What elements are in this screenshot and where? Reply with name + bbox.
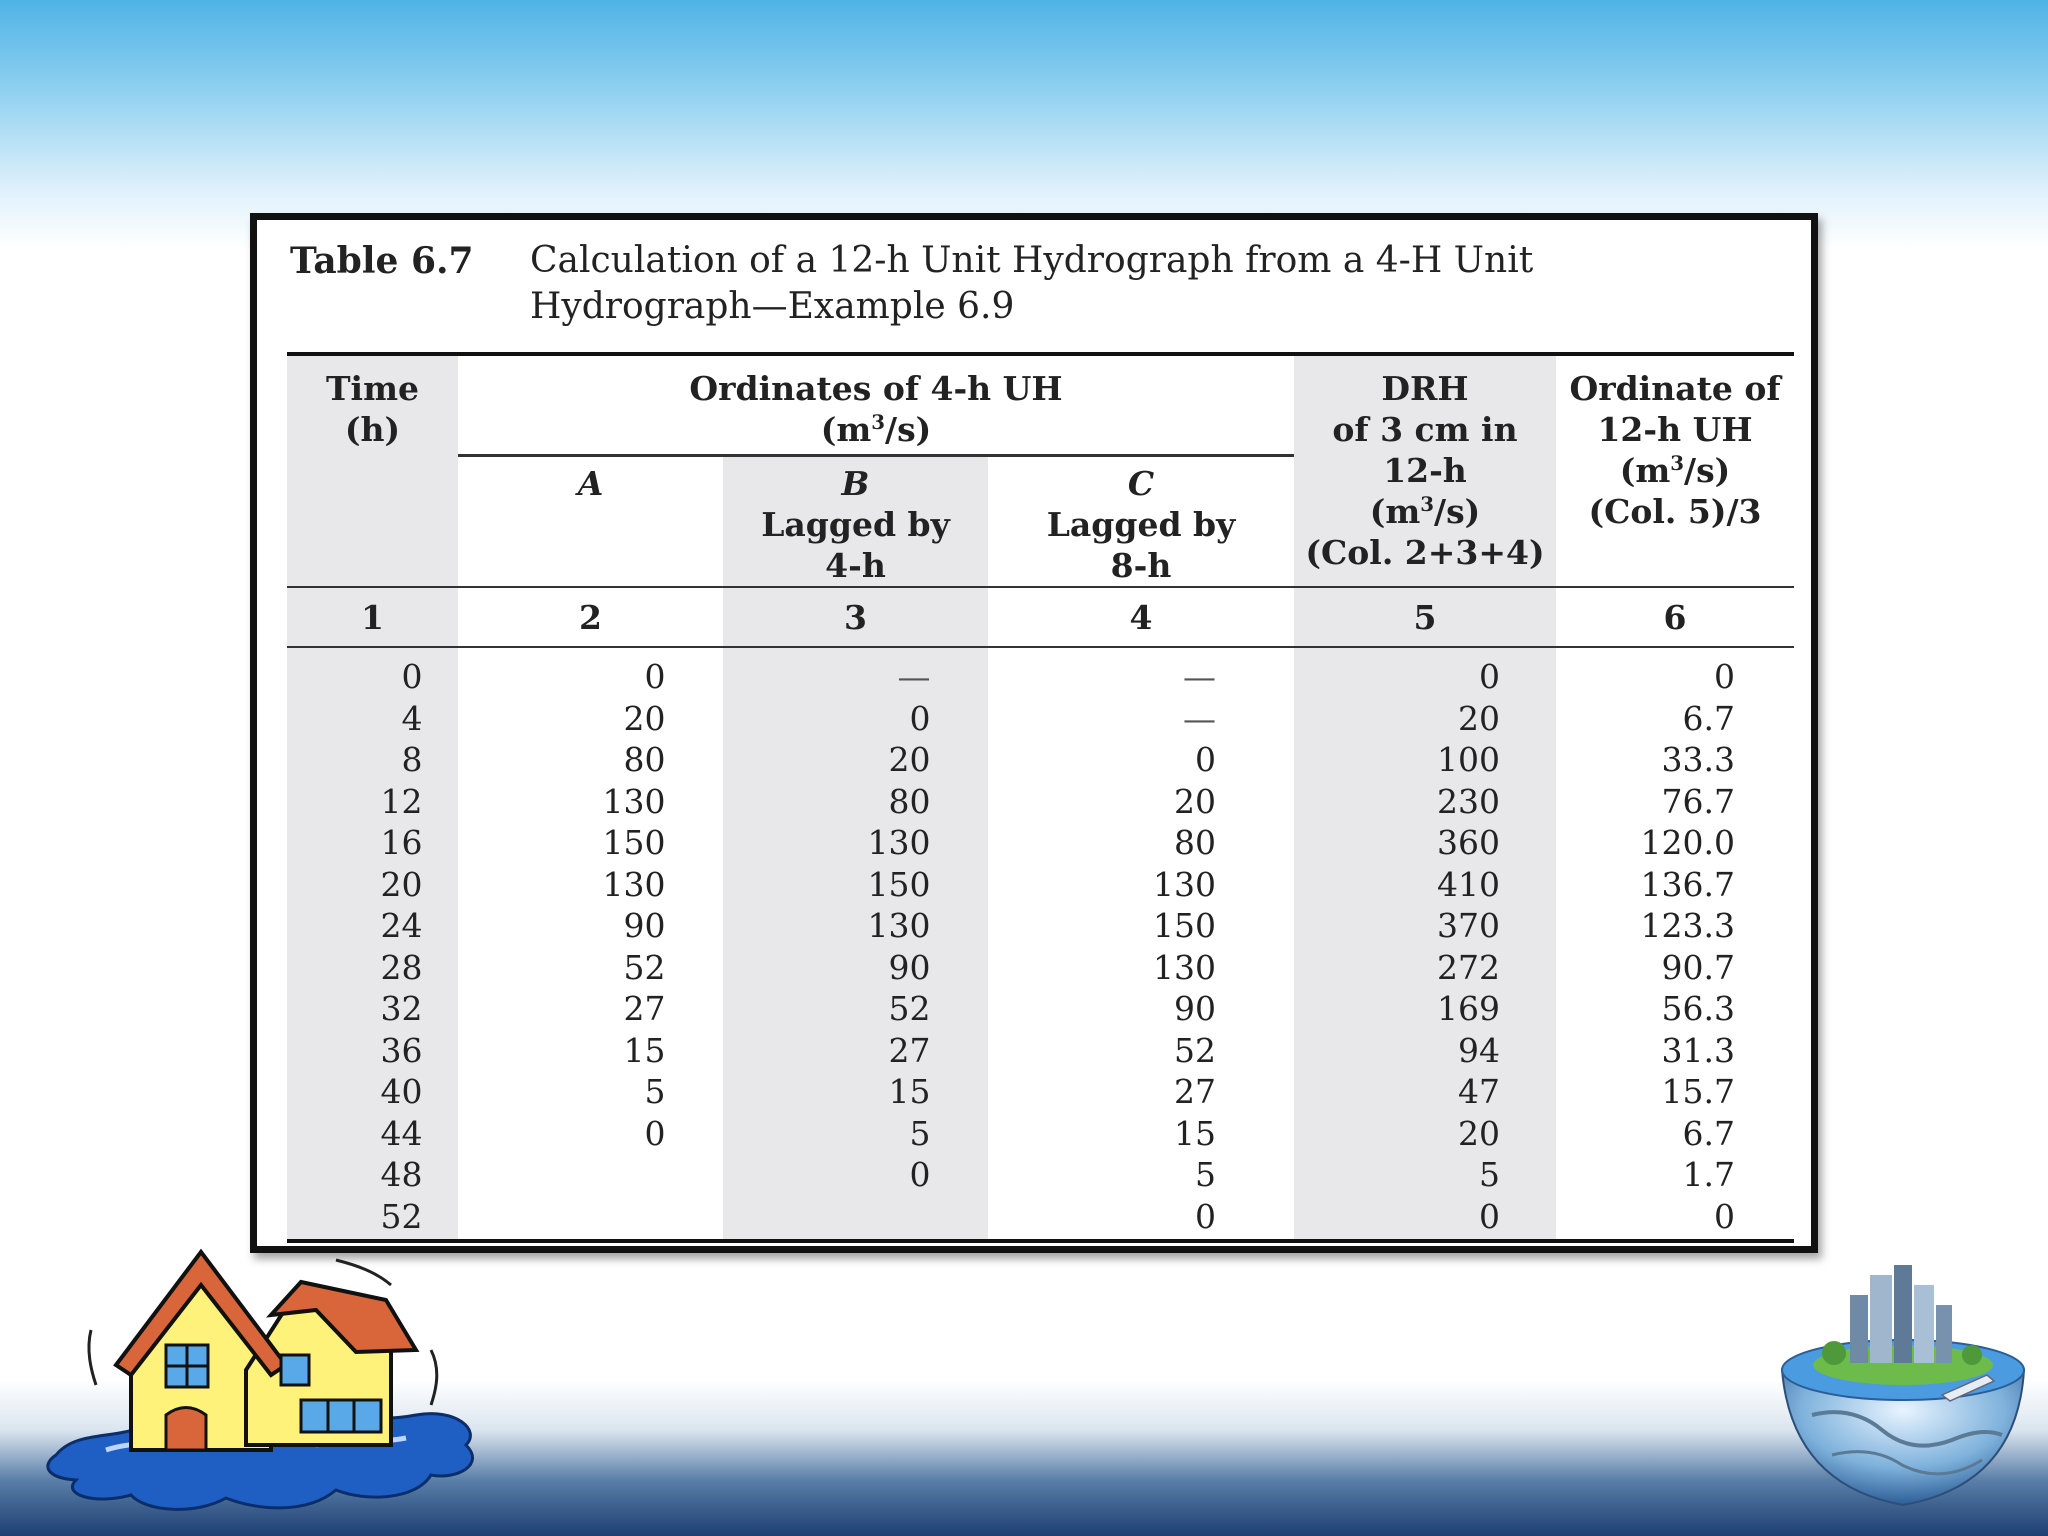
header-ordinate-12h — [1556, 356, 1794, 587]
header-drh-line-3: 12-h — [1383, 451, 1467, 490]
table-cell-c — [988, 1154, 1294, 1196]
table-cell-c — [988, 864, 1294, 906]
table-cell-uh12 — [1556, 1113, 1794, 1155]
table-cell-b — [723, 1154, 988, 1196]
header-time — [287, 356, 458, 587]
table-cell-b — [723, 1113, 988, 1155]
table-cell-uh12 — [1556, 822, 1794, 864]
table-cell-value: 90 — [888, 947, 931, 987]
table-cell-value: 370 — [1437, 906, 1500, 946]
table-cell-b — [723, 1030, 988, 1072]
table-cell-b — [723, 1196, 988, 1242]
table-cell-value: 5 — [909, 1113, 931, 1153]
table-cell-value: 20 — [380, 864, 423, 904]
table-title-line-1: Calculation of a 12-h Unit Hydrograph from a 4-H Unit — [530, 240, 1534, 281]
table-cell-value: 90.7 — [1661, 947, 1735, 987]
table-cell-value: 6.7 — [1682, 698, 1735, 738]
table-cell-a — [458, 698, 723, 740]
table-cell-value: 52 — [380, 1196, 423, 1236]
table-cell-b — [723, 822, 988, 864]
table-cell-c — [988, 1113, 1294, 1155]
table-row — [287, 781, 1794, 823]
header-time-line-2: (h) — [344, 410, 401, 449]
table-cell-a — [458, 864, 723, 906]
header-ord-line-4: (Col. 5)/3 — [1588, 492, 1762, 531]
table-cell-drh — [1294, 988, 1556, 1030]
table-cell-value: 0 — [401, 657, 423, 697]
table-cell-a — [458, 1030, 723, 1072]
column-number-4: 4 — [988, 587, 1294, 647]
table-cell-value: 47 — [1458, 1072, 1500, 1112]
table-cell-value: 40 — [380, 1072, 423, 1112]
table-cell-time — [287, 947, 458, 989]
table-cell-time — [287, 822, 458, 864]
table-title — [530, 238, 1740, 330]
header-drh-line-1: DRH — [1381, 369, 1469, 408]
table-cell-time — [287, 781, 458, 823]
table-cell-c — [988, 1030, 1294, 1072]
table-title-line-2: Hydrograph—Example 6.9 — [530, 286, 1015, 327]
header-c-label: C — [1127, 464, 1155, 503]
table-cell-b — [723, 947, 988, 989]
header-drh-line-4: $(m^3/s)$ — [1369, 492, 1481, 531]
table-cell-c — [988, 698, 1294, 740]
table-row — [287, 1030, 1794, 1072]
table-cell-drh — [1294, 822, 1556, 864]
column-number-row — [287, 587, 1794, 647]
table-cell-b — [723, 647, 988, 698]
header-c — [988, 456, 1294, 588]
table-cell-value: 0 — [1195, 1196, 1216, 1236]
header-c-line-2: Lagged by — [1046, 505, 1236, 544]
table-row — [287, 698, 1794, 740]
table-cell-c — [988, 822, 1294, 864]
table-cell-value: 150 — [867, 864, 931, 904]
table-cell-c — [988, 947, 1294, 989]
table-row — [287, 947, 1794, 989]
table-cell-a — [458, 781, 723, 823]
table-cell-a — [458, 947, 723, 989]
column-number-3: 3 — [723, 587, 988, 647]
table-cell-drh — [1294, 1071, 1556, 1113]
header-drh-line-5: (Col. 2+3+4) — [1305, 533, 1545, 572]
table-cell-value: 90 — [1174, 989, 1216, 1029]
header-time-line-1: Time — [325, 369, 419, 408]
table-cell-a — [458, 1196, 723, 1242]
table-cell-value: — — [897, 657, 931, 697]
table-cell-a — [458, 647, 723, 698]
table-row — [287, 905, 1794, 947]
table-cell-c — [988, 905, 1294, 947]
table-row — [287, 647, 1794, 698]
table-caption — [290, 238, 1740, 330]
table-row — [287, 864, 1794, 906]
table-cell-a — [458, 1154, 723, 1196]
table-cell-value: 80 — [623, 740, 666, 780]
table-cell-value: 0 — [1714, 1196, 1735, 1236]
header-b — [723, 456, 988, 588]
header-a — [458, 456, 723, 588]
table-cell-c — [988, 988, 1294, 1030]
table-cell-uh12 — [1556, 905, 1794, 947]
table-cell-value: 169 — [1437, 989, 1500, 1029]
table-cell-value: 52 — [888, 989, 931, 1029]
table-cell-time — [287, 1196, 458, 1242]
table-cell-value: 12 — [380, 781, 423, 821]
table-cell-uh12 — [1556, 947, 1794, 989]
table-cell-drh — [1294, 947, 1556, 989]
table-cell-uh12 — [1556, 1196, 1794, 1242]
table-cell-b — [723, 698, 988, 740]
table-cell-value: 230 — [1437, 781, 1500, 821]
table-cell-value: 0 — [1479, 657, 1500, 697]
table-cell-value: — — [1183, 698, 1216, 738]
table-cell-value: — — [1183, 657, 1216, 697]
table-cell-value: 31.3 — [1661, 1030, 1735, 1070]
table-cell-value: 80 — [888, 781, 931, 821]
table-cell-value: 0 — [909, 698, 931, 738]
table-cell-value: 6.7 — [1682, 1113, 1735, 1153]
city-on-globe-icon — [1772, 1255, 2034, 1520]
table-cell-value: 5 — [1195, 1155, 1216, 1195]
table-row — [287, 1196, 1794, 1242]
table-cell-value: 20 — [1174, 781, 1216, 821]
table-cell-time — [287, 647, 458, 698]
header-b-line-3: 4-h — [825, 546, 886, 585]
table-cell-uh12 — [1556, 1071, 1794, 1113]
header-ordinates-group — [458, 356, 1294, 456]
table-cell-value: 8 — [401, 740, 423, 780]
table-cell-value: 20 — [1458, 698, 1500, 738]
table-cell-time — [287, 1030, 458, 1072]
table-cell-value: 5 — [1479, 1155, 1500, 1195]
table-cell-drh — [1294, 1113, 1556, 1155]
table-cell-value: 48 — [380, 1155, 423, 1195]
table-body — [287, 647, 1794, 1241]
table-cell-time — [287, 1154, 458, 1196]
table-cell-time — [287, 1071, 458, 1113]
table-cell-uh12 — [1556, 1154, 1794, 1196]
table-cell-c — [988, 1196, 1294, 1242]
table-cell-value: 15 — [888, 1072, 931, 1112]
table-cell-value: 20 — [623, 698, 666, 738]
table-cell-drh — [1294, 739, 1556, 781]
table-cell-value: 28 — [380, 947, 423, 987]
table-cell-value: 44 — [380, 1113, 423, 1153]
table-cell-value: 16 — [380, 823, 423, 863]
table-cell-time — [287, 739, 458, 781]
column-number-6: 6 — [1556, 587, 1794, 647]
table-label: Table 6.7 — [290, 240, 474, 282]
table-cell-value: 15.7 — [1661, 1072, 1735, 1112]
column-number-1: 1 — [287, 587, 458, 647]
table-cell-value: 360 — [1437, 823, 1500, 863]
table-cell-value: 27 — [1174, 1072, 1216, 1112]
header-a-label: A — [577, 464, 604, 503]
table-row — [287, 822, 1794, 864]
table-cell-value: 94 — [1458, 1030, 1500, 1070]
table-cell-a — [458, 1071, 723, 1113]
table-cell-time — [287, 864, 458, 906]
table-cell-time — [287, 905, 458, 947]
table-row — [287, 1113, 1794, 1155]
table-cell-value: 150 — [1153, 906, 1216, 946]
table-cell-b — [723, 864, 988, 906]
table-cell-b — [723, 781, 988, 823]
table-cell-c — [988, 647, 1294, 698]
table-row — [287, 739, 1794, 781]
table-cell-value: 76.7 — [1661, 781, 1735, 821]
table-cell-value: 15 — [1174, 1113, 1216, 1153]
flooded-house-icon — [36, 1240, 486, 1520]
header-group-line-1: Ordinates of 4-h UH — [689, 369, 1063, 408]
table-cell-c — [988, 1071, 1294, 1113]
table-cell-value: 136.7 — [1640, 864, 1735, 904]
table-cell-time — [287, 698, 458, 740]
table-cell-value: 1.7 — [1682, 1155, 1735, 1195]
header-b-label: B — [841, 464, 870, 503]
table-cell-value: 27 — [623, 989, 666, 1029]
table-cell-value: 27 — [888, 1030, 931, 1070]
table-cell-value: 56.3 — [1661, 989, 1735, 1029]
table-cell-value: 0 — [1714, 657, 1735, 697]
table-cell-uh12 — [1556, 988, 1794, 1030]
table-row — [287, 988, 1794, 1030]
table-cell-uh12 — [1556, 739, 1794, 781]
table-cell-b — [723, 988, 988, 1030]
table-cell-b — [723, 905, 988, 947]
table-cell-value: 150 — [602, 823, 666, 863]
table-cell-value: 0 — [1195, 740, 1216, 780]
table-cell-a — [458, 739, 723, 781]
table-cell-uh12 — [1556, 781, 1794, 823]
table-cell-time — [287, 1113, 458, 1155]
table-cell-value: 100 — [1437, 740, 1500, 780]
table-cell-value: 0 — [644, 657, 666, 697]
header-drh — [1294, 356, 1556, 587]
table-cell-value: 20 — [888, 740, 931, 780]
table-cell-value: 272 — [1437, 947, 1500, 987]
table-cell-value: 123.3 — [1640, 906, 1735, 946]
header-drh-line-2: of 3 cm in — [1332, 410, 1518, 449]
table-cell-value: 32 — [380, 989, 423, 1029]
header-c-line-3: 8-h — [1110, 546, 1172, 585]
header-b-line-2: Lagged by — [761, 505, 950, 544]
column-number-2: 2 — [458, 587, 723, 647]
table-cell-uh12 — [1556, 647, 1794, 698]
table-cell-drh — [1294, 1196, 1556, 1242]
table-cell-uh12 — [1556, 1030, 1794, 1072]
hydrograph-table — [287, 352, 1794, 1243]
table-cell-value: 130 — [1153, 864, 1216, 904]
table-cell-drh — [1294, 864, 1556, 906]
column-number-5: 5 — [1294, 587, 1556, 647]
table-cell-value: 0 — [1479, 1196, 1500, 1236]
table-row — [287, 1154, 1794, 1196]
table-cell-value: 0 — [909, 1155, 931, 1195]
table-cell-value: 52 — [1174, 1030, 1216, 1070]
table-cell-a — [458, 822, 723, 864]
table-cell-value: 52 — [623, 947, 666, 987]
header-ord-line-2: 12-h UH — [1597, 410, 1753, 449]
table-cell-value: 90 — [623, 906, 666, 946]
table-cell-value: 33.3 — [1661, 740, 1735, 780]
table-cell-value: 36 — [380, 1030, 423, 1070]
table-cell-b — [723, 739, 988, 781]
table-cell-a — [458, 905, 723, 947]
table-cell-value: 24 — [380, 906, 423, 946]
header-group-line-2: $(m^3/s)$ — [820, 410, 932, 449]
table-cell-uh12 — [1556, 698, 1794, 740]
table-cell-a — [458, 1113, 723, 1155]
header-ord-line-1: Ordinate of — [1569, 369, 1781, 408]
table-cell-value: 130 — [867, 823, 931, 863]
table-cell-drh — [1294, 781, 1556, 823]
table-cell-value: 5 — [644, 1072, 666, 1112]
table-cell-value: 130 — [867, 906, 931, 946]
table-cell-c — [988, 739, 1294, 781]
table-cell-value: 4 — [401, 698, 423, 738]
table-frame — [250, 213, 1818, 1253]
header-row-1 — [287, 356, 1794, 456]
table-cell-uh12 — [1556, 864, 1794, 906]
table-cell-value: 120.0 — [1640, 823, 1735, 863]
table-cell-value: 80 — [1174, 823, 1216, 863]
header-ord-line-3: $(m^3/s)$ — [1619, 451, 1731, 490]
table-cell-value: 130 — [602, 864, 666, 904]
table-cell-b — [723, 1071, 988, 1113]
table-cell-drh — [1294, 698, 1556, 740]
table-cell-time — [287, 988, 458, 1030]
table-cell-value: 20 — [1458, 1113, 1500, 1153]
table-cell-value: 0 — [644, 1113, 666, 1153]
table-cell-value: 15 — [623, 1030, 666, 1070]
table-cell-drh — [1294, 905, 1556, 947]
table-row — [287, 1071, 1794, 1113]
table-cell-drh — [1294, 647, 1556, 698]
table-cell-value: 130 — [602, 781, 666, 821]
table-cell-value: 410 — [1437, 864, 1500, 904]
table-cell-drh — [1294, 1030, 1556, 1072]
table-cell-a — [458, 988, 723, 1030]
table-cell-value: 130 — [1153, 947, 1216, 987]
table-cell-c — [988, 781, 1294, 823]
table-cell-drh — [1294, 1154, 1556, 1196]
